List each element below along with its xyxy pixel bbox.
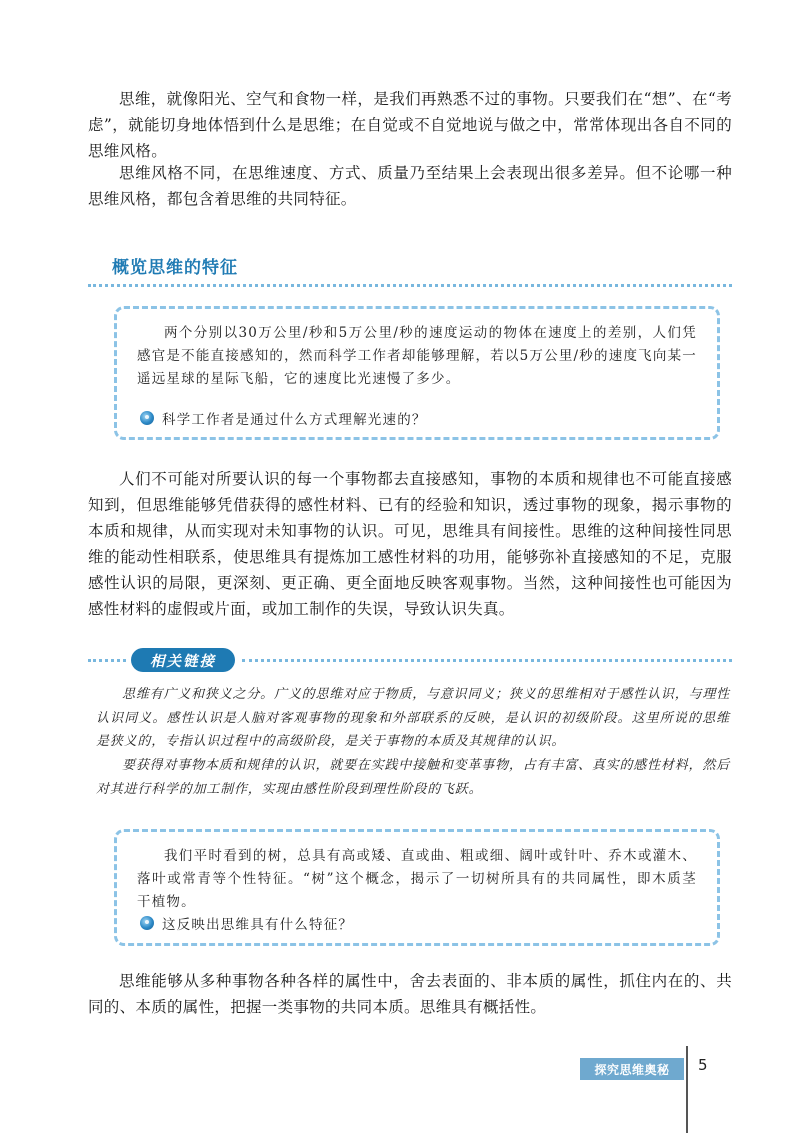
body-paragraph-indirectness: 人们不可能对所要认识的每一个事物都去直接感知，事物的本质和规律也不可能直接感知到，但思维能够凭借获得的感性材料、已有的经验和知识，透过事物的现象，揭示事物的本质和规律，从而实现对未知事物的认识。可见，思维具有间接性。思维的这种间接性同思维的能动性相联系，使思维具有提炼加工感性材料的功用，能够弥补直接感知的不足，克服感性认识的局限，更深刻、更正确、更全面地反映客观事物。当然，这种间接性也可能因为感性材料的虚假或片面，或加工制作的失误，导致认识失真。 [88, 470, 732, 618]
page-number: 5 [698, 1056, 708, 1074]
section-divider [88, 284, 732, 287]
related-note-2: 要获得对事物本质和规律的认识，就要在实践中接触和变革事物，占有丰富、真实的感性材料，然后对其进行科学的加工制作，实现由感性阶段到理性阶段的飞跃。 [96, 758, 730, 797]
activity-box-1-question [140, 408, 427, 428]
footer-rule [686, 1046, 688, 1133]
footer-chapter-title: 探究思维奥秘 [580, 1058, 684, 1080]
intro-paragraph-1: 思维，就像阳光、空气和食物一样，是我们再熟悉不过的事物。只要我们在“想”、在“考虑”，就能切身地体悟到什么是思维；在自觉或不自觉地说与做之中，常常体现出各自不同的思维风格。 [88, 90, 732, 160]
related-link-tag: 相关链接 [131, 648, 235, 672]
activity-box-1-text: 两个分别以30万公里/秒和5万公里/秒的速度运动的物体在速度上的差别，人们凭感官是不能直接感知的，然而科学工作者却能够理解，若以5万公里/秒的速度飞向某一遥远星球的星际飞船，它的速度比光速慢了多少。 [137, 325, 697, 387]
section-heading: 概览思维的特征 [112, 258, 238, 278]
question-bullet-icon [140, 411, 154, 425]
body-paragraph-generality: 思维能够从多种事物各种各样的属性中，舍去表面的、非本质的属性，抓住内在的、共同的、本质的属性，把握一类事物的共同本质。思维具有概括性。 [88, 972, 732, 1016]
activity-box-2-question-text: 这反映出思维具有什么特征？ [162, 917, 354, 933]
related-note-1: 思维有广义和狭义之分。广义的思维对应于物质，与意识同义；狭义的思维相对于感性认识，与理性认识同义。感性认识是人脑对客观事物的现象和外部联系的反映，是认识的初级阶段。这里所说的思维是狭义的，专指认识过程中的高级阶段，是关于事物的本质及其规律的认识。 [96, 687, 730, 749]
related-divider-left [88, 659, 126, 662]
intro-paragraph-2: 思维风格不同，在思维速度、方式、质量乃至结果上会表现出很多差异。但不论哪一种思维风格，都包含着思维的共同特征。 [88, 164, 732, 208]
activity-box-1-question-text: 科学工作者是通过什么方式理解光速的？ [162, 412, 427, 428]
activity-box-2-text: 我们平时看到的树，总具有高或矮、直或曲、粗或细、阔叶或针叶、乔木或灌木、落叶或常青等个性特征。“树”这个概念，揭示了一切树所具有的共同属性，即木质茎干植物。 [137, 848, 697, 910]
question-bullet-icon [140, 916, 154, 930]
activity-box-2-question [140, 913, 353, 933]
related-divider-right [242, 659, 732, 662]
